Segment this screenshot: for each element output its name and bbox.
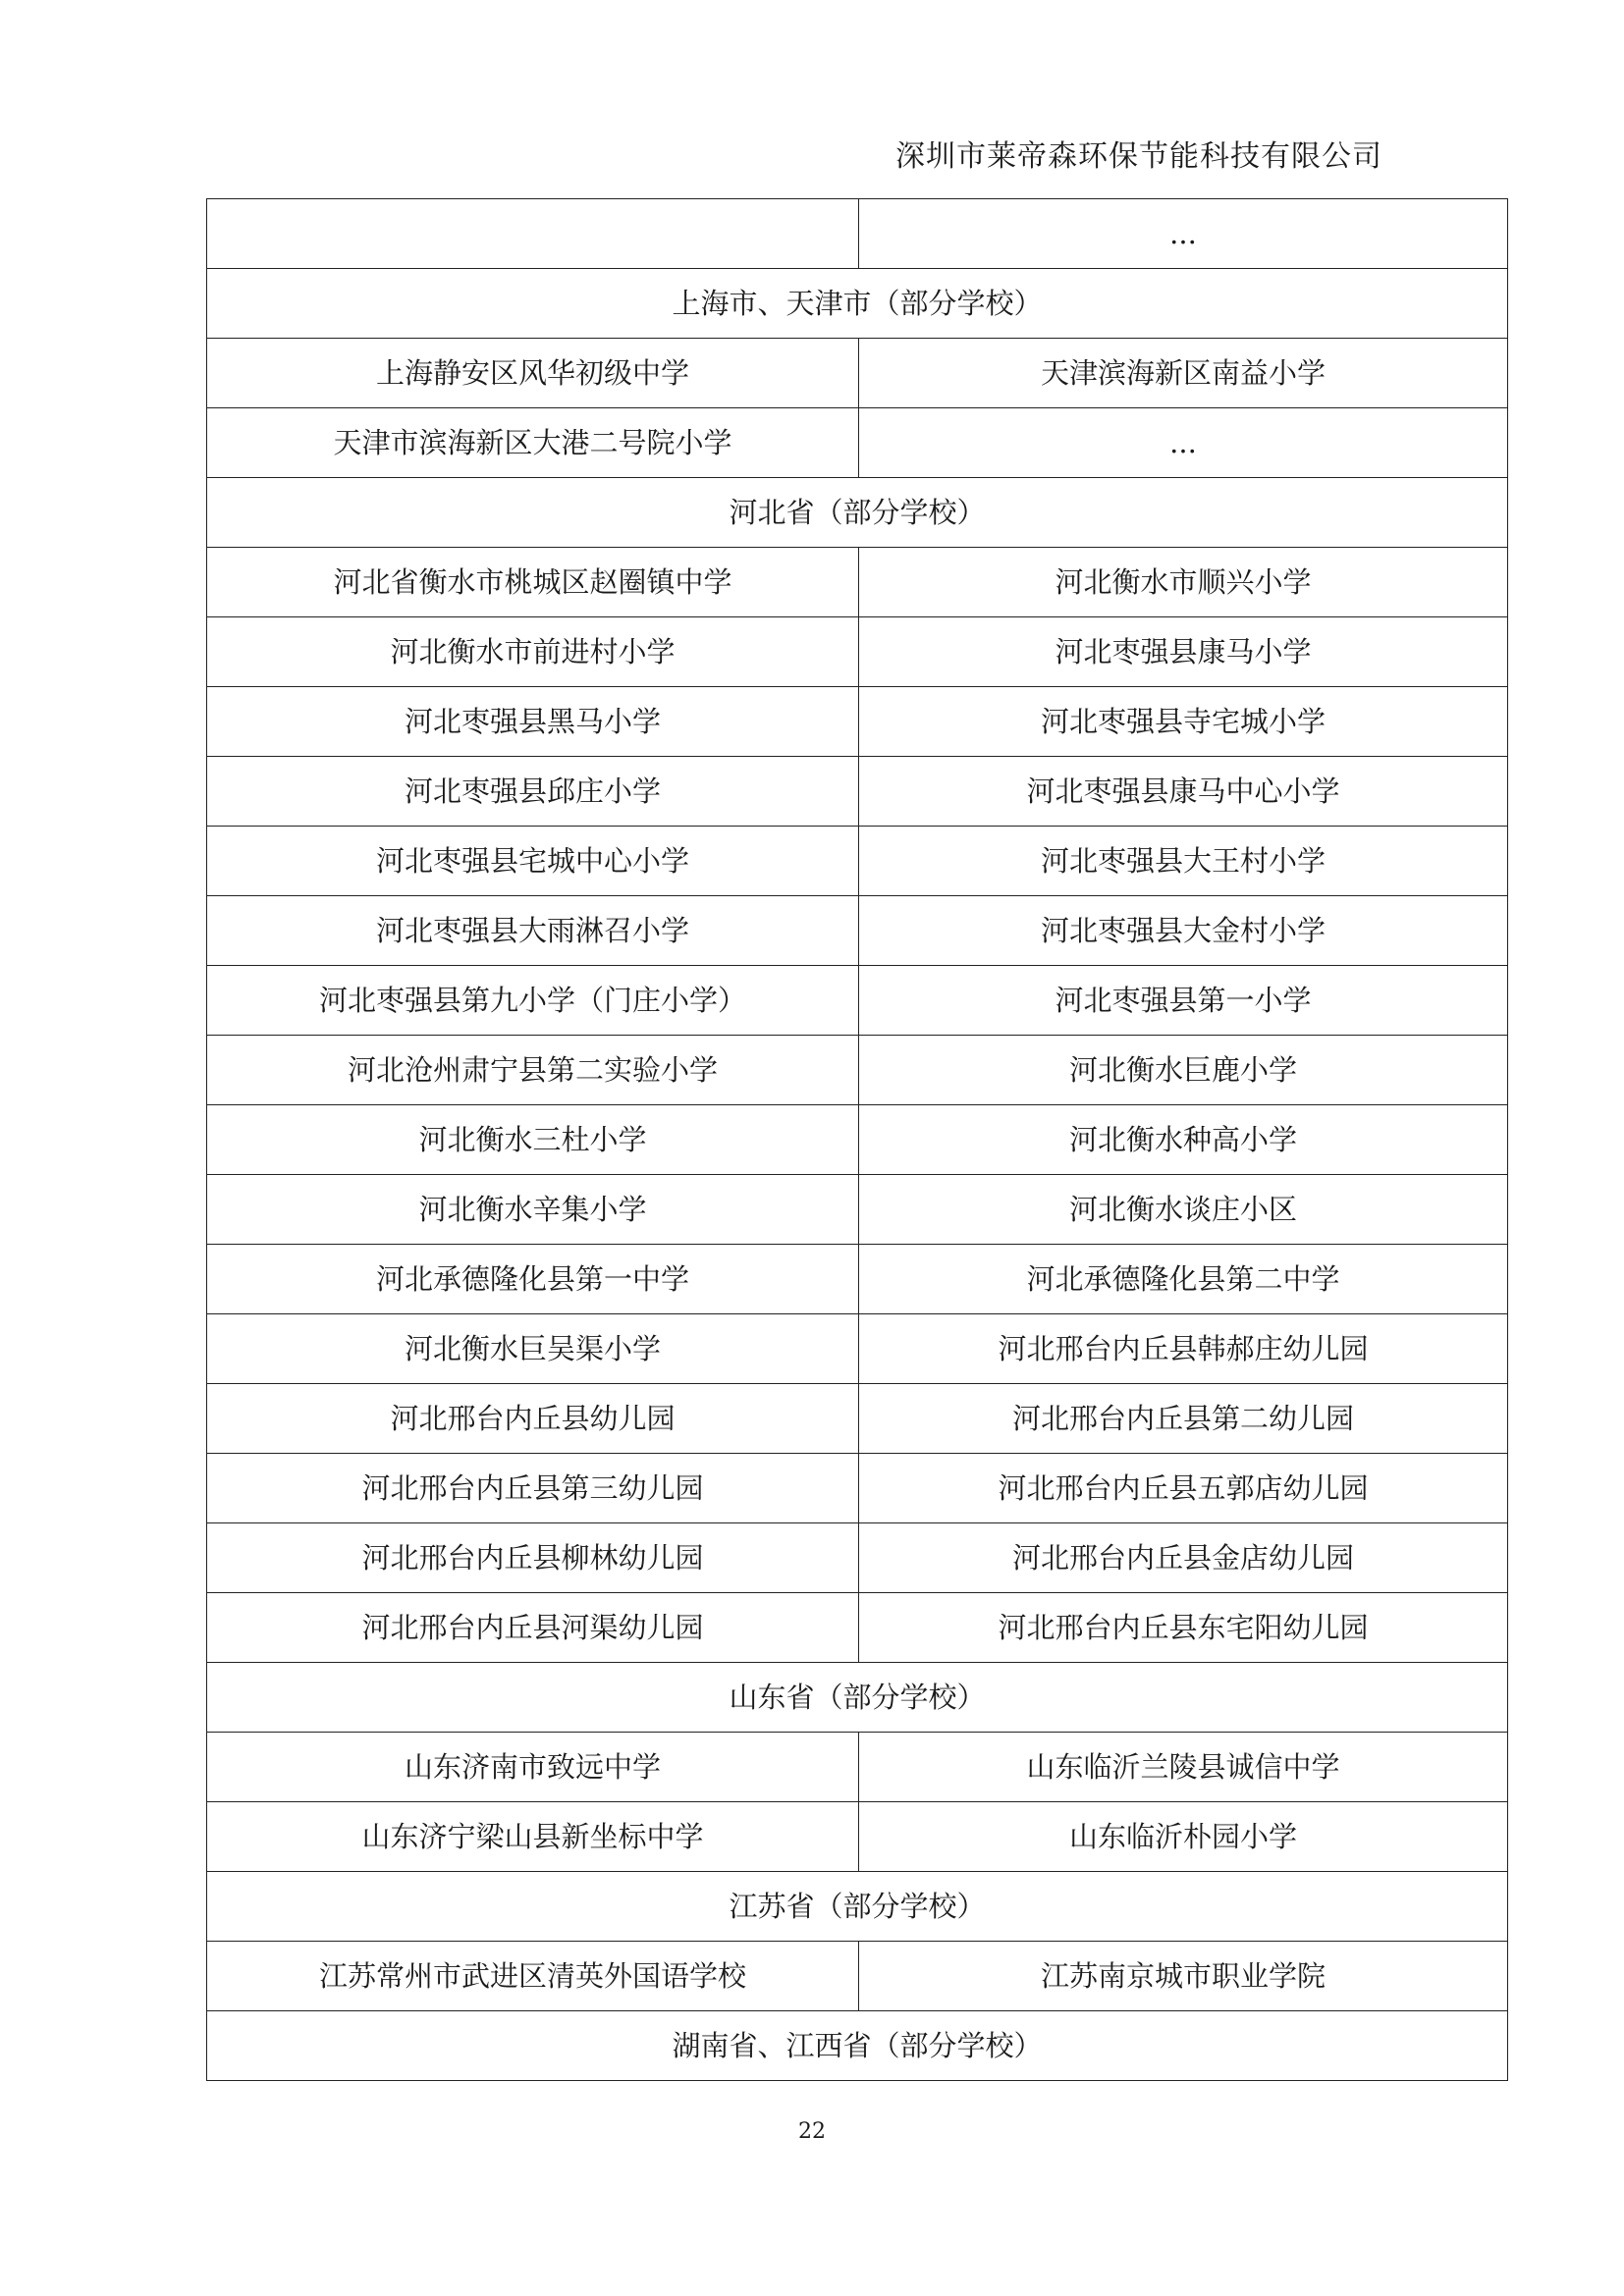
school-name-left: 河北枣强县黑马小学 bbox=[207, 687, 859, 757]
table-row bbox=[207, 617, 1508, 687]
school-name-left: 河北衡水巨吴渠小学 bbox=[207, 1314, 859, 1384]
school-name-right: 河北枣强县大金村小学 bbox=[859, 896, 1508, 966]
school-name-right: 河北承德隆化县第二中学 bbox=[859, 1245, 1508, 1314]
table-row bbox=[207, 199, 1508, 269]
section-header-row bbox=[207, 1663, 1508, 1733]
school-name-right: 河北枣强县康马小学 bbox=[859, 617, 1508, 687]
school-name-right: ... bbox=[859, 199, 1508, 269]
section-title: 湖南省、江西省（部分学校） bbox=[207, 2011, 1508, 2081]
school-name-right: ... bbox=[859, 408, 1508, 478]
section-header-row bbox=[207, 478, 1508, 548]
school-name-left: 河北邢台内丘县第三幼儿园 bbox=[207, 1454, 859, 1523]
school-name-right: 山东临沂兰陵县诚信中学 bbox=[859, 1733, 1508, 1802]
school-name-left: 天津市滨海新区大港二号院小学 bbox=[207, 408, 859, 478]
table-row bbox=[207, 896, 1508, 966]
table-row bbox=[207, 339, 1508, 408]
school-name-left: 河北承德隆化县第一中学 bbox=[207, 1245, 859, 1314]
school-name-left: 河北沧州肃宁县第二实验小学 bbox=[207, 1036, 859, 1105]
school-name-right: 河北枣强县第一小学 bbox=[859, 966, 1508, 1036]
school-name-right: 河北衡水种高小学 bbox=[859, 1105, 1508, 1175]
table-row bbox=[207, 1733, 1508, 1802]
school-name-left: 河北枣强县邱庄小学 bbox=[207, 757, 859, 827]
school-name-right: 河北衡水市顺兴小学 bbox=[859, 548, 1508, 617]
table-row bbox=[207, 827, 1508, 896]
section-title: 河北省（部分学校） bbox=[207, 478, 1508, 548]
section-header-row bbox=[207, 2011, 1508, 2081]
table-row bbox=[207, 1942, 1508, 2011]
table-row bbox=[207, 1036, 1508, 1105]
table-row bbox=[207, 1105, 1508, 1175]
school-name-right: 天津滨海新区南益小学 bbox=[859, 339, 1508, 408]
school-name-right: 河北邢台内丘县第二幼儿园 bbox=[859, 1384, 1508, 1454]
section-title: 上海市、天津市（部分学校） bbox=[207, 269, 1508, 339]
school-name-left: 河北衡水三杜小学 bbox=[207, 1105, 859, 1175]
school-list-body bbox=[207, 199, 1508, 2081]
school-name-right: 河北邢台内丘县韩郝庄幼儿园 bbox=[859, 1314, 1508, 1384]
page-number: 22 bbox=[798, 2119, 826, 2144]
school-name-right: 河北邢台内丘县金店幼儿园 bbox=[859, 1523, 1508, 1593]
school-name-left: 山东济宁梁山县新坐标中学 bbox=[207, 1802, 859, 1872]
table-row bbox=[207, 1384, 1508, 1454]
school-name-right: 河北衡水谈庄小区 bbox=[859, 1175, 1508, 1245]
school-name-left: 河北枣强县大雨淋召小学 bbox=[207, 896, 859, 966]
table-row bbox=[207, 1245, 1508, 1314]
table-row bbox=[207, 1175, 1508, 1245]
school-name-right: 河北枣强县康马中心小学 bbox=[859, 757, 1508, 827]
school-name-right: 河北枣强县寺宅城小学 bbox=[859, 687, 1508, 757]
school-name-left: 河北邢台内丘县柳林幼儿园 bbox=[207, 1523, 859, 1593]
table-row bbox=[207, 1523, 1508, 1593]
school-name-right: 河北衡水巨鹿小学 bbox=[859, 1036, 1508, 1105]
table-row bbox=[207, 757, 1508, 827]
school-name-right: 河北枣强县大王村小学 bbox=[859, 827, 1508, 896]
table-row bbox=[207, 1314, 1508, 1384]
section-title: 江苏省（部分学校） bbox=[207, 1872, 1508, 1942]
school-name-left: 江苏常州市武进区清英外国语学校 bbox=[207, 1942, 859, 2011]
section-title: 山东省（部分学校） bbox=[207, 1663, 1508, 1733]
table-row bbox=[207, 408, 1508, 478]
school-name-right: 江苏南京城市职业学院 bbox=[859, 1942, 1508, 2011]
school-name-left: 河北省衡水市桃城区赵圈镇中学 bbox=[207, 548, 859, 617]
school-name-left: 山东济南市致远中学 bbox=[207, 1733, 859, 1802]
school-name-right: 河北邢台内丘县东宅阳幼儿园 bbox=[859, 1593, 1508, 1663]
school-name-right: 山东临沂朴园小学 bbox=[859, 1802, 1508, 1872]
company-header: 深圳市莱帝森环保节能科技有限公司 bbox=[895, 139, 1382, 174]
table-row bbox=[207, 1454, 1508, 1523]
school-name-left: 上海静安区风华初级中学 bbox=[207, 339, 859, 408]
table-row bbox=[207, 548, 1508, 617]
school-name-left: 河北枣强县第九小学（门庄小学） bbox=[207, 966, 859, 1036]
school-name-left: 河北邢台内丘县河渠幼儿园 bbox=[207, 1593, 859, 1663]
table-row bbox=[207, 687, 1508, 757]
school-name-left: 河北衡水辛集小学 bbox=[207, 1175, 859, 1245]
school-name-right: 河北邢台内丘县五郭店幼儿园 bbox=[859, 1454, 1508, 1523]
section-header-row bbox=[207, 1872, 1508, 1942]
school-list-table bbox=[206, 198, 1508, 2081]
school-name-left: 河北邢台内丘县幼儿园 bbox=[207, 1384, 859, 1454]
table-row bbox=[207, 966, 1508, 1036]
table-row bbox=[207, 1802, 1508, 1872]
section-header-row bbox=[207, 269, 1508, 339]
school-name-left: 河北枣强县宅城中心小学 bbox=[207, 827, 859, 896]
school-name-left bbox=[207, 199, 859, 269]
school-name-left: 河北衡水市前进村小学 bbox=[207, 617, 859, 687]
table-row bbox=[207, 1593, 1508, 1663]
